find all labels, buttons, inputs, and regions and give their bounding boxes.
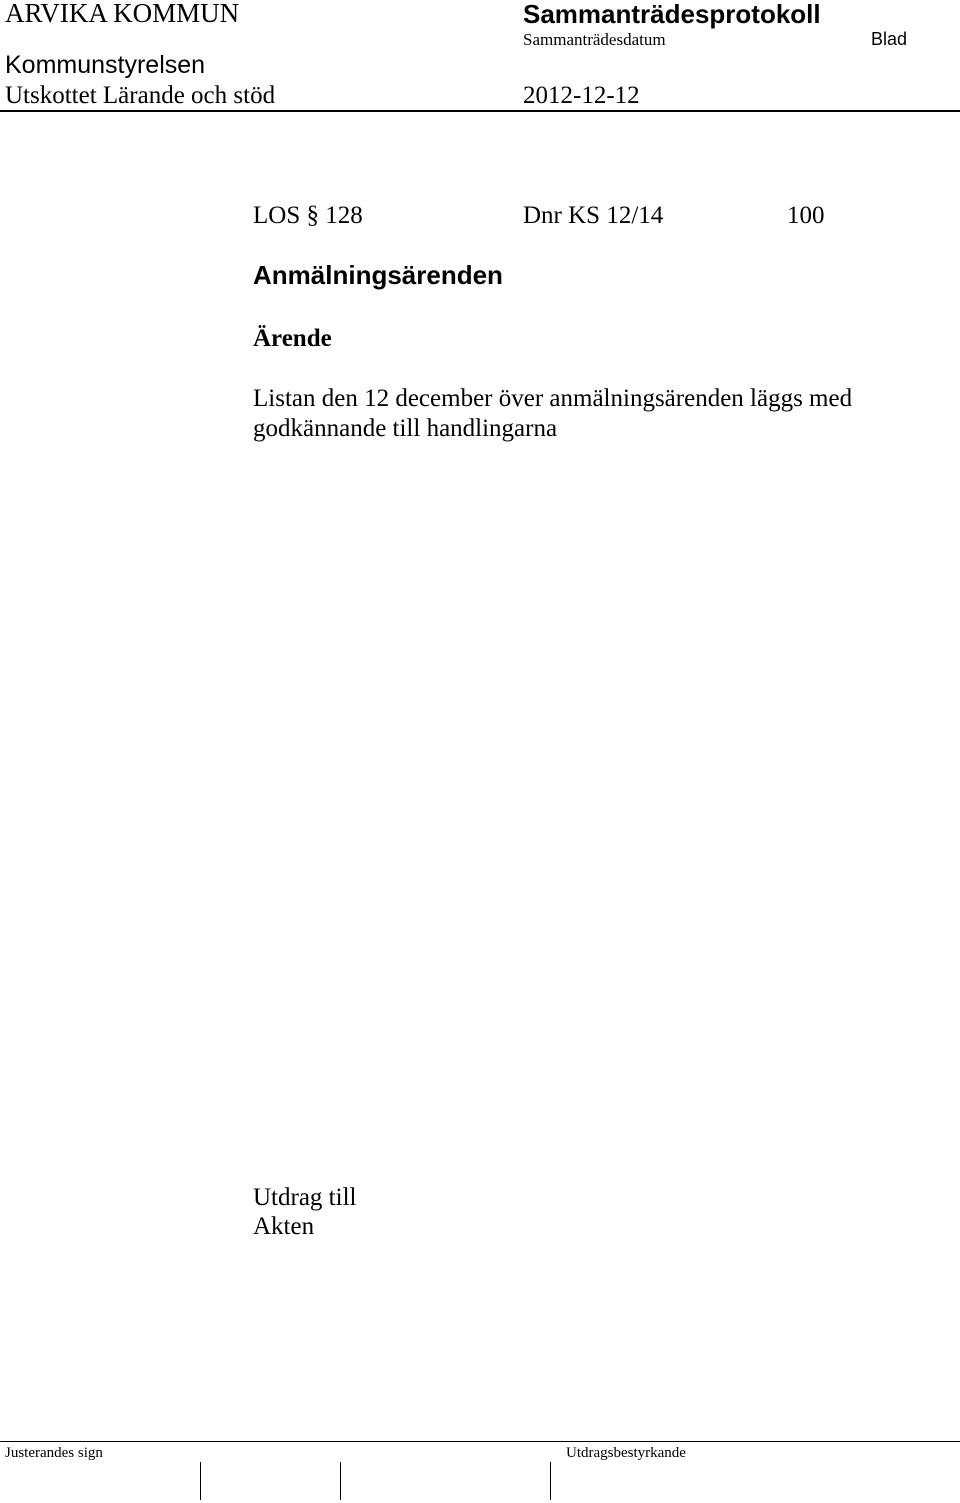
document-type-title: Sammanträdesprotokoll: [523, 0, 821, 29]
diary-number: Dnr KS 12/14: [523, 202, 664, 229]
signature-label: Justerandes sign: [5, 1445, 103, 1461]
certification-label: Utdragsbestyrkande: [566, 1445, 686, 1461]
case-heading: Ärende: [253, 325, 332, 352]
extract-recipient: Akten: [253, 1213, 315, 1240]
signature-box-divider: [340, 1462, 341, 1500]
diary-code: 100: [787, 202, 825, 229]
meeting-date: 2012-12-12: [523, 82, 640, 109]
header-divider: [0, 110, 960, 112]
organization-name: ARVIKA KOMMUN: [5, 0, 240, 28]
meeting-date-label: Sammanträdesdatum: [523, 30, 666, 49]
signature-box-divider: [550, 1462, 551, 1500]
footer-divider: [0, 1441, 960, 1442]
case-text: Listan den 12 december över anmälningsärenden läggs med godkännande till handlingarna: [253, 385, 853, 442]
item-title: Anmälningsärenden: [253, 260, 503, 290]
sheet-label: Blad: [871, 29, 908, 49]
signature-box-divider: [200, 1462, 201, 1500]
extract-distribution: [253, 1183, 553, 1241]
section-number: LOS § 128: [253, 202, 363, 229]
board-name: Kommunstyrelsen: [5, 51, 206, 79]
committee-name: Utskottet Lärande och stöd: [5, 82, 276, 109]
extract-to-label: Utdrag till: [253, 1184, 357, 1211]
